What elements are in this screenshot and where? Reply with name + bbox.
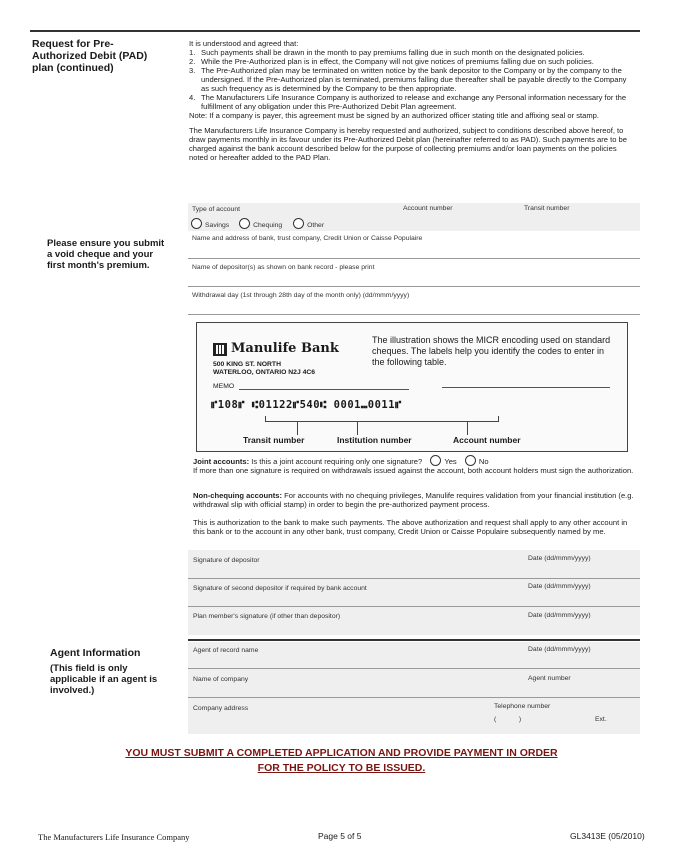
joint-yes-option[interactable]: Yes	[430, 457, 456, 466]
signature-line	[442, 387, 610, 388]
agent-number-label: Agent number	[528, 675, 571, 682]
company-name-field[interactable]	[188, 697, 640, 698]
footer-form-id: GL3413E (05/2010)	[570, 831, 645, 841]
institution-pointer	[357, 421, 358, 435]
depositor-name-field[interactable]	[188, 286, 640, 287]
telephone-field[interactable]: ( )	[494, 716, 522, 723]
telephone-ext-label: Ext.	[595, 716, 607, 723]
type-of-account-label: Type of account	[192, 206, 240, 213]
top-rule	[30, 30, 640, 32]
term-item: 2. While the Pre-Authorized plan is in effect, the Company will not give notices of premiums falling due on such policies.	[189, 57, 594, 66]
agent-record-field[interactable]	[188, 668, 640, 669]
micr-institution-label: Institution number	[337, 435, 412, 445]
withdrawal-day-label: Withdrawal day (1st through 28th day of the month only) (dd/mmm/yyyy)	[192, 292, 410, 299]
payer-note: Note: If a company is payer, this agreement must be signed by an authorized officer stating title and affixing seal or stamp.	[189, 111, 600, 120]
savings-option[interactable]: Savings	[191, 222, 229, 229]
cheque-explain: The illustration shows the MICR encoding used on standard cheques. The labels help you identify the codes to enter in the following table.	[372, 335, 611, 367]
micr-transit-label: Transit number	[243, 435, 305, 445]
terms-list	[189, 48, 633, 111]
account-number-label: Account number	[403, 205, 453, 212]
depositor-date-label: Date (dd/mmm/yyyy)	[528, 555, 591, 562]
section-title: Request for Pre-Authorized Debit (PAD) plan (continued)	[32, 38, 148, 74]
void-cheque-note: Please ensure you submit a void cheque and your first month's premium.	[47, 238, 165, 271]
member-date-label: Date (dd/mmm/yyyy)	[528, 612, 591, 619]
submission-notice: YOU MUST SUBMIT A COMPLETED APPLICATION AND PROVIDE PAYMENT IN ORDER FOR THE POLICY TO BE ISSUED.	[125, 747, 558, 774]
company-name-label: Name of company	[193, 676, 249, 683]
term-item: 1. Such payments shall be drawn in the month to pay premiums falling due in such month on the designated policies.	[189, 48, 585, 57]
joint-no-option[interactable]: No	[465, 457, 489, 466]
non-chequing-note: Non-chequing accounts: For accounts with no chequing privileges, Manulife requires validation from your financial institution (e.g. withdrawal slip with official stamp) in order to begin the pre-authorized payment process.	[193, 491, 634, 509]
agent-date-label: Date (dd/mmm/yyyy)	[528, 646, 591, 653]
cheque-address: 500 KING ST. NORTH WATERLOO, ONTARIO N2J 4C6	[213, 361, 316, 376]
second-date-label: Date (dd/mmm/yyyy)	[528, 583, 591, 590]
micr-line: ⑈108⑈ ⑆01122⑈540⑆ 0001⑉0011⑈	[211, 399, 402, 411]
telephone-label: Telephone number	[494, 703, 551, 710]
agent-note: (This field is only applicable if an agent is involved.)	[50, 663, 158, 696]
bank-name-label: Name and address of bank, trust company, Credit Union or Caisse Populaire	[192, 235, 423, 242]
depositor-signature-field[interactable]	[188, 578, 640, 579]
memo-line	[239, 389, 409, 390]
agent-title: Agent Information	[50, 647, 141, 659]
authorization-text: The Manufacturers Life Insurance Company is hereby requested and authorized, subject to conditions described above hereof, to draw payments monthly in its favour under its Pre-Authorized Debit plan (hereinafter referred to as PAD). Such payments are to be charged against the bank account described below for the purpose of collecting premiums and/or loan payments on the policies noted or hereafter added to the PAD Plan.	[189, 126, 627, 162]
terms-intro: It is understood and agreed that:	[189, 39, 299, 48]
company-address-label: Company address	[193, 705, 249, 712]
terms-block	[189, 39, 633, 162]
depositor-signature-label: Signature of depositor	[193, 557, 260, 564]
second-signature-label: Signature of second depositor if required by bank account	[193, 585, 367, 592]
chequing-radio[interactable]	[239, 218, 250, 229]
transit-pointer	[297, 421, 298, 435]
joint-accounts: Joint accounts: Is this a joint account requiring only one signature? Yes No If more than one signature is required on withdrawals issued against the account, both account holders must sign the authorization.	[193, 457, 634, 475]
other-option[interactable]: Other	[293, 222, 324, 229]
depositor-name-label: Name of depositor(s) as shown on bank record - please print	[192, 264, 375, 271]
transit-number-label: Transit number	[524, 205, 570, 212]
agent-rule	[188, 639, 640, 641]
second-signature-field[interactable]	[188, 606, 640, 607]
agent-record-label: Agent of record name	[193, 647, 259, 654]
agent-area-bg	[188, 642, 640, 734]
bank-authorization: This is authorization to the bank to make such payments. The above authorization and request shall apply to any other account in this bank or to the account in any other bank, trust company, Credit Union or Caisse Populaire subsequently named by me.	[193, 518, 628, 536]
footer-page: Page 5 of 5	[318, 831, 362, 841]
cheque-memo: MEMO	[213, 383, 235, 390]
account-type-options	[191, 218, 324, 230]
term-item: 3. The Pre-Authorized plan may be terminated on written notice by the bank depositor to the Company or by the company to the undersigned. If the Pre-Authorized plan is terminated, premiums falling due thereafter shall be payable directly to the Company as such frequency as is determined by the Company to be then appropriate.	[189, 66, 627, 93]
savings-radio[interactable]	[191, 218, 202, 229]
footer-company: The Manufacturers Life Insurance Company	[38, 832, 190, 842]
joint-yes-radio[interactable]	[430, 455, 441, 466]
micr-bracket	[265, 416, 499, 422]
joint-no-radio[interactable]	[465, 455, 476, 466]
withdrawal-day-field[interactable]	[188, 314, 640, 315]
member-signature-label: Plan member's signature (if other than depositor)	[193, 613, 341, 620]
micr-account-label: Account number	[453, 435, 521, 445]
bank-name-field[interactable]	[188, 258, 640, 259]
account-pointer	[467, 421, 468, 435]
cheque-bank-name: Manulife Bank	[231, 341, 339, 356]
term-item: 4. The Manufacturers Life Insurance Company is authorized to release and exchange any Personal information necessary for the fulfillment of any obligation under this Pre-Authorized Debit Plan agreement.	[189, 93, 627, 111]
other-radio[interactable]	[293, 218, 304, 229]
chequing-option[interactable]: Chequing	[239, 222, 282, 229]
bank-logo-icon	[213, 343, 227, 356]
cheque-illustration	[196, 322, 628, 452]
